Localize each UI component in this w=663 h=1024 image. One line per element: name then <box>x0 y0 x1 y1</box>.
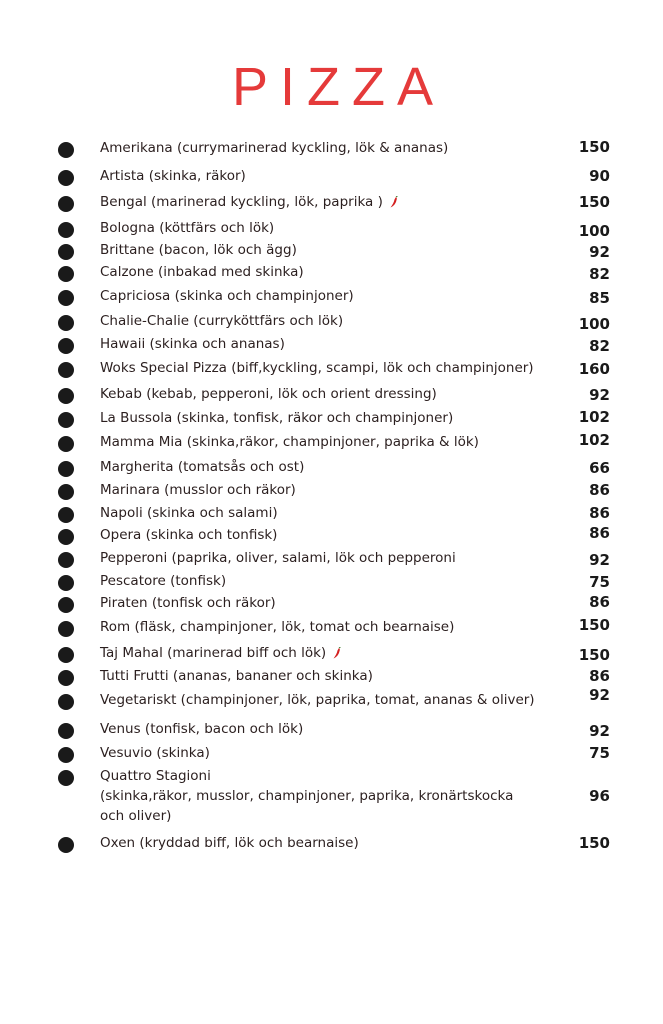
menu-item-price: 90 <box>589 167 610 185</box>
menu-item-name: Woks Special Pizza (biff,kyckling, scampi, lök och champinjoner) <box>100 360 534 376</box>
menu-item-name: Rom (fläsk, champinjoner, lök, tomat och bearnaise) <box>100 619 455 635</box>
menu-item-price: 86 <box>589 504 610 522</box>
menu-item-price: 85 <box>589 289 610 307</box>
bullet-icon <box>58 770 74 786</box>
menu-item-price: 92 <box>589 386 610 404</box>
bullet-icon <box>58 266 74 282</box>
menu-item-name: Mamma Mia (skinka,räkor, champinjoner, paprika & lök) <box>100 434 479 450</box>
menu-item-name: Marinara (musslor och räkor) <box>100 482 296 498</box>
menu-item-name: Piraten (tonfisk och räkor) <box>100 595 276 611</box>
menu-item-price: 92 <box>589 551 610 569</box>
bullet-icon <box>58 196 74 212</box>
menu-item-name: Pescatore (tonfisk) <box>100 573 227 589</box>
menu-item-name: Napoli (skinka och salami) <box>100 505 278 521</box>
menu-item-price: 100 <box>578 315 610 333</box>
menu-item-price: 150 <box>578 193 610 211</box>
menu-item-price: 75 <box>589 744 610 762</box>
menu-item-name: Amerikana (currymarinerad kyckling, lök & ananas) <box>100 140 449 156</box>
bullet-icon <box>58 529 74 545</box>
bullet-icon <box>58 670 74 686</box>
menu-item-name-details: (skinka,räkor, musslor, champinjoner, paprika, kronärtskocka och oliver) <box>100 788 514 824</box>
bullet-icon <box>58 170 74 186</box>
menu-item-price: 92 <box>589 722 610 740</box>
menu-item-name: Capriciosa (skinka och champinjoner) <box>100 288 354 304</box>
menu-item-price: 150 <box>578 646 610 664</box>
page-title: PIZZA <box>231 57 445 117</box>
menu-item-name: Pepperoni (paprika, oliver, salami, lök och pepperoni <box>100 550 456 566</box>
bullet-icon <box>58 436 74 452</box>
menu-item-price: 160 <box>578 360 610 378</box>
menu-item-price: 150 <box>578 616 610 634</box>
bullet-icon <box>58 290 74 306</box>
bullet-icon <box>58 747 74 763</box>
menu-item-name: Artista (skinka, räkor) <box>100 168 246 184</box>
bullet-icon <box>58 694 74 710</box>
menu-item-name: Hawaii (skinka och ananas) <box>100 336 285 352</box>
menu-item-price: 86 <box>589 667 610 685</box>
chili-pepper-icon <box>332 647 342 659</box>
bullet-icon <box>58 142 74 158</box>
menu-item-name: Bologna (köttfärs och lök) <box>100 220 275 236</box>
menu-item-name: Opera (skinka och tonfisk) <box>100 527 278 543</box>
menu-item-name: Brittane (bacon, lök och ägg) <box>100 242 297 258</box>
menu-item-price: 82 <box>589 265 610 283</box>
menu-item-price: 102 <box>578 408 610 426</box>
menu-item-price: 96 <box>589 787 610 805</box>
menu-item-price: 102 <box>578 431 610 449</box>
bullet-icon <box>58 507 74 523</box>
menu-item-name: Margherita (tomatsås och ost) <box>100 459 305 475</box>
menu-item-price: 150 <box>578 834 610 852</box>
menu-item-name: Tutti Frutti (ananas, bananer och skinka) <box>100 668 373 684</box>
bullet-icon <box>58 647 74 663</box>
chili-pepper-icon <box>389 196 399 208</box>
menu-item-name: Vegetariskt (champinjoner, lök, paprika, tomat, ananas & oliver) <box>100 692 535 708</box>
bullet-icon <box>58 621 74 637</box>
bullet-icon <box>58 552 74 568</box>
menu-item-name: Calzone (inbakad med skinka) <box>100 264 304 280</box>
bullet-icon <box>58 837 74 853</box>
menu-item-name: Venus (tonfisk, bacon och lök) <box>100 721 304 737</box>
bullet-icon <box>58 388 74 404</box>
bullet-icon <box>58 244 74 260</box>
menu-item-name <box>100 766 540 826</box>
bullet-icon <box>58 222 74 238</box>
menu-item-price: 92 <box>589 243 610 261</box>
menu-item-price: 92 <box>589 686 610 704</box>
menu-item-name-heading: Quattro Stagioni <box>100 768 211 784</box>
bullet-icon <box>58 723 74 739</box>
bullet-icon <box>58 461 74 477</box>
menu-item-name: Bengal (marinerad kyckling, lök, paprika ) <box>100 192 560 212</box>
bullet-icon <box>58 362 74 378</box>
bullet-icon <box>58 412 74 428</box>
bullet-icon <box>58 315 74 331</box>
menu-item-price: 86 <box>589 593 610 611</box>
menu-item-name: Vesuvio (skinka) <box>100 745 210 761</box>
menu-item-price: 66 <box>589 459 610 477</box>
bullet-icon <box>58 575 74 591</box>
menu-item-price: 82 <box>589 337 610 355</box>
bullet-icon <box>58 597 74 613</box>
menu-item-price: 75 <box>589 573 610 591</box>
menu-item-price: 100 <box>578 222 610 240</box>
menu-item-price: 86 <box>589 481 610 499</box>
menu-item-price: 86 <box>589 524 610 542</box>
menu-item-name: Taj Mahal (marinerad biff och lök) <box>100 643 560 663</box>
menu-item-name: Chalie-Chalie (curryköttfärs och lök) <box>100 313 344 329</box>
menu-item-name: Oxen (kryddad biff, lök och bearnaise) <box>100 835 359 851</box>
menu-item-price: 150 <box>578 138 610 156</box>
bullet-icon <box>58 484 74 500</box>
bullet-icon <box>58 338 74 354</box>
menu-item-name: La Bussola (skinka, tonfisk, räkor och champinjoner) <box>100 410 454 426</box>
menu-item-name: Kebab (kebab, pepperoni, lök och orient dressing) <box>100 386 437 402</box>
